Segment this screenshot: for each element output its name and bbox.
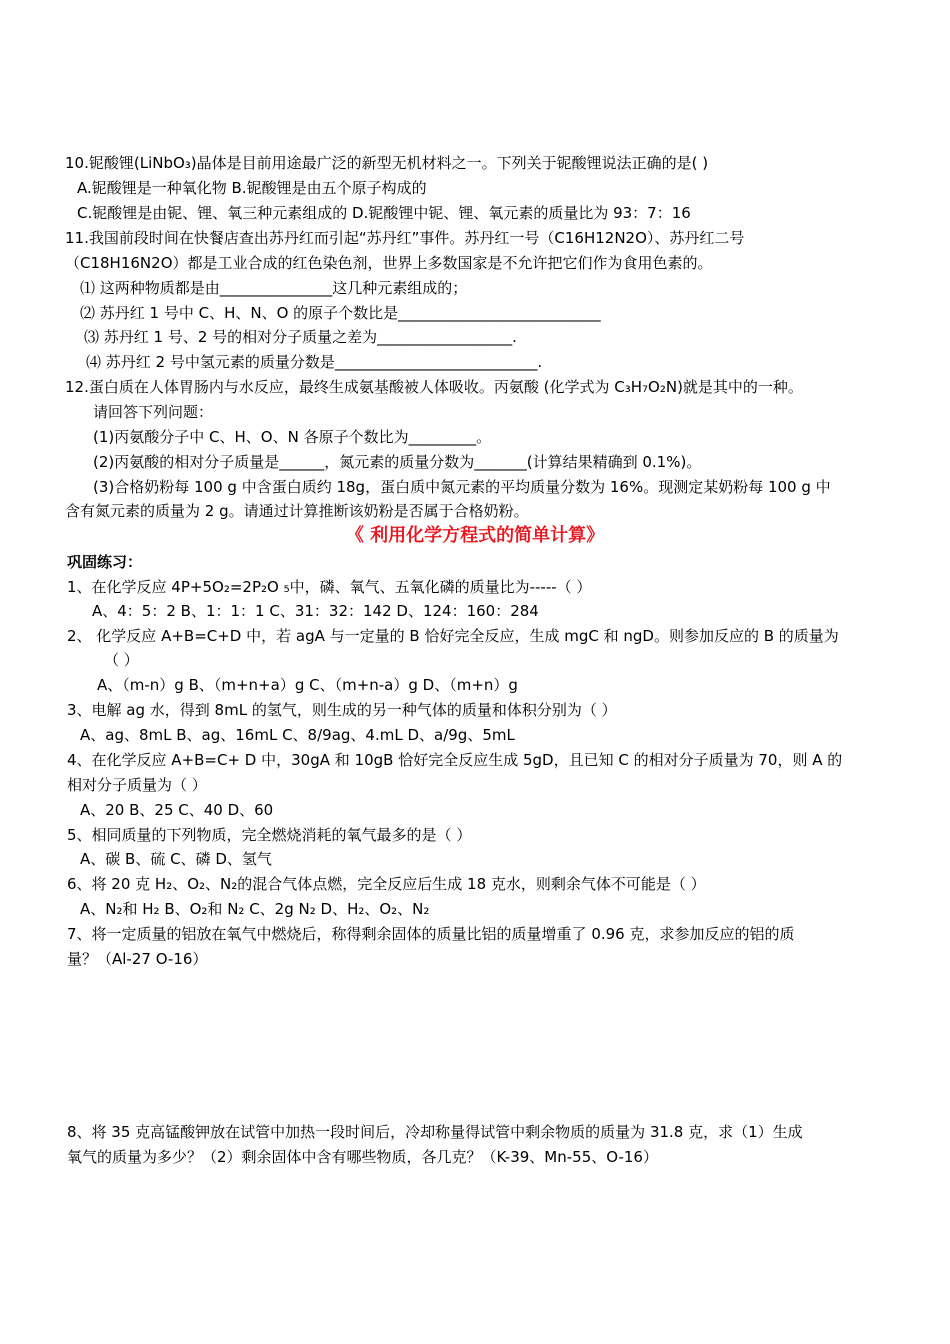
text-line: 5、相同质量的下列物质，完全燃烧消耗的氧气最多的是（ ） (67, 826, 472, 844)
text-line: A、碳 B、硫 C、磷 D、氢气 (80, 850, 272, 868)
text-line: 相对分子质量为（ ） (67, 776, 207, 794)
text-line: （ ） (104, 651, 139, 669)
text-line: ⑶ 苏丹红 1 号、2 号的相对分子质量之差为__________________. (84, 328, 517, 346)
text-line: 2、 化学反应 A+B=C+D 中，若 agA 与一定量的 B 恰好完全反应，生成 mgC 和 ngD。则参加反应的 B 的质量为 (67, 627, 839, 645)
text-line: A、20 B、25 C、40 D、60 (80, 801, 274, 819)
text-line: 8、将 35 克高锰酸钾放在试管中加热一段时间后，冷却称量得试管中剩余物质的质量为 31.8 克，求（1）生成 (67, 1123, 803, 1141)
text-line: 11.我国前段时间在快餐店查出苏丹红而引起“苏丹红”事件。苏丹红一号（C16H12N2O）、苏丹红二号 (65, 229, 745, 247)
text-line: (3)合格奶粉每 100 g 中含蛋白质约 18g，蛋白质中氮元素的平均质量分数为 16%。现测定某奶粉每 100 g 中 (93, 478, 831, 496)
text-line: A.铌酸锂是一种氧化物 B.铌酸锂是由五个原子构成的 (77, 179, 427, 197)
text-line: C.铌酸锂是由铌、锂、氧三种元素组成的 D.铌酸锂中铌、锂、氧元素的质量比为 93：7：16 (77, 204, 691, 222)
text-line: 10.铌酸锂(LiNbO₃)晶体是目前用途最广泛的新型无机材料之一。下列关于铌酸锂说法正确的是( ) (65, 154, 709, 172)
text-line: ⑵ 苏丹红 1 号中 C、H、N、O 的原子个数比是___________________________ (80, 304, 601, 322)
text-line: 4、在化学反应 A+B=C+ D 中，30gA 和 10gB 恰好完全反应生成 5gD，且已知 C 的相对分子质量为 70，则 A 的 (67, 751, 843, 769)
text-line: 请回答下列问题： (93, 403, 214, 421)
text-line: A、4：5：2 B、1：1：1 C、31：32：142 D、124：160：284 (92, 602, 539, 620)
text-line: 6、将 20 克 H₂、O₂、N₂的混合气体点燃，完全反应后生成 18 克水，则剩余气体不可能是（ ） (67, 875, 706, 893)
text-line: 7、将一定质量的铝放在氧气中燃烧后，称得剩余固体的质量比铝的质量增重了 0.96 克，求参加反应的铝的质 (67, 925, 795, 943)
text-line: (1)丙氨酸分子中 C、H、O、N 各原子个数比为_________。 (93, 428, 492, 446)
text-line: 巩固练习： (67, 553, 143, 571)
text-line: ⑴ 这两种物质都是由_______________这几种元素组成的； (80, 279, 468, 297)
text-line: A、ag、8mL B、ag、16mL C、8/9ag、4.mL D、a/9g、5mL (80, 726, 515, 744)
text-line: A、（m-n）g B、（m+n+a）g C、（m+n-a）g D、（m+n）g (97, 676, 518, 694)
text-line: 12.蛋白质在人体胃肠内与水反应，最终生成氨基酸被人体吸收。丙氨酸 (化学式为 C₃H₇O₂N)就是其中的一种。 (65, 378, 803, 396)
text-line: 3、电解 ag 水，得到 8mL 的氢气，则生成的另一种气体的质量和体积分别为（ ） (67, 701, 617, 719)
text-line: 量？（Al-27 O-16） (67, 950, 208, 968)
text-line: 氧气的质量为多少？（2）剩余固体中含有哪些物质，各几克？（K-39、Mn-55、O-16） (67, 1148, 658, 1166)
text-line: 1、在化学反应 4P+5O₂=2P₂O ₅中，磷、氧气、五氧化磷的质量比为-----（ ） (67, 578, 592, 596)
section-title: 《 利用化学方程式的简单计算》 (345, 525, 605, 546)
text-line: ⑷ 苏丹红 2 号中氢元素的质量分数是___________________________. (86, 353, 543, 371)
text-line: (2)丙氨酸的相对分子质量是______，氮元素的质量分数为_______(计算结果精确到 0.1%)。 (93, 453, 702, 471)
text-line: （C18H16N2O）都是工业合成的红色染色剂，世界上多数国家是不允许把它们作为食用色素的。 (65, 254, 713, 272)
text-line: A、N₂和 H₂ B、O₂和 N₂ C、2g N₂ D、H₂、O₂、N₂ (80, 900, 430, 918)
text-line: 含有氮元素的质量为 2 g。请通过计算推断该奶粉是否属于合格奶粉。 (65, 502, 529, 520)
